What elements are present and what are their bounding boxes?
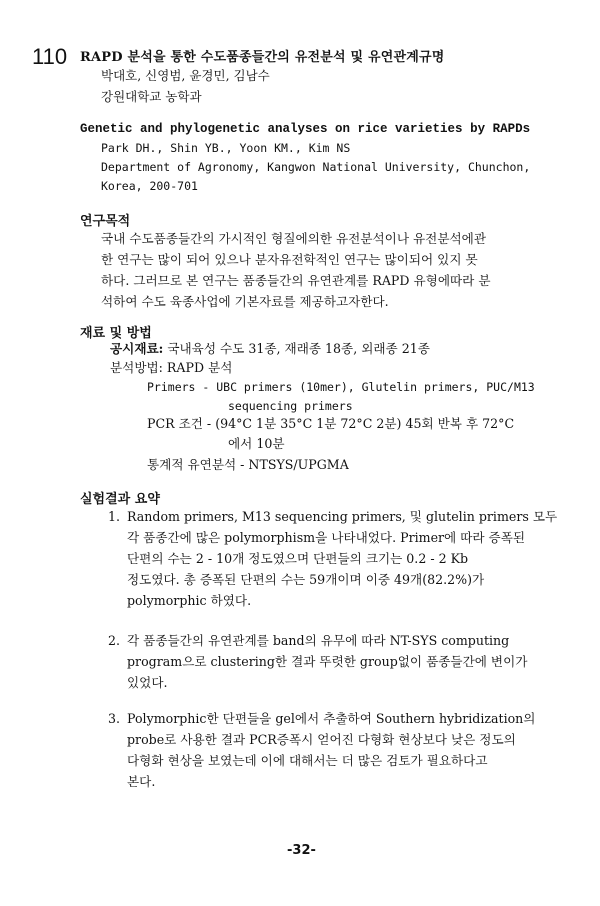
method-text: RAPD 분석 — [166, 360, 233, 375]
result-line: 정도였다. 총 증폭된 단편의 수는 59개이며 이중 49개(82.2%)가 — [127, 572, 485, 587]
result-line: Random primers, M13 sequencing primers, 및 glutelin primers 모두 — [127, 509, 558, 524]
purpose-line: 하다. 그러므로 본 연구는 품종들간의 유연관계를 RAPD 유형에따라 분 — [101, 273, 491, 288]
result-line: 있었다. — [127, 675, 168, 690]
result-line: program으로 clustering한 결과 뚜렷한 group없이 품종들간에 변이가 — [127, 654, 528, 669]
korean-title: RAPD 분석을 통한 수도품종들간의 유전분석 및 유연관계규명 — [80, 50, 445, 65]
purpose-line: 국내 수도품종들간의 가시적인 형질에의한 유전분석이나 유전분석에관 — [101, 231, 486, 246]
results-heading: 실험결과 요약 — [80, 492, 160, 507]
page-number: -32- — [287, 843, 316, 858]
korean-authors: 박대호, 신영범, 윤경민, 김남수 — [101, 68, 270, 83]
result-line: 각 품종간에 많은 polymorphism을 나타내었다. Primer에 따라 증폭된 — [127, 530, 526, 545]
english-title: Genetic and phylogenetic analyses on rice varieties by RAPDs — [80, 122, 531, 136]
materials-heading: 재료 및 방법 — [80, 326, 152, 341]
result-line: 다형화 현상을 보였는데 이에 대해서는 더 많은 검토가 필요하다고 — [127, 753, 488, 768]
result-item-number: 1. — [108, 509, 121, 524]
statistics-line: 통계적 유연분석 - NTSYS/UPGMA — [147, 457, 349, 472]
primers-line2: sequencing primers — [228, 399, 353, 413]
english-authors: Park DH., Shin YB., Yoon KM., Kim NS — [101, 141, 351, 155]
material-row — [110, 338, 430, 359]
purpose-line: 한 연구는 많이 되어 있으나 분자유전학적인 연구는 많이되어 있지 못 — [101, 252, 478, 267]
result-line: 각 품종들간의 유연관계를 band의 유무에 따라 NT-SYS computing — [127, 633, 510, 648]
abstract-number: 110 — [32, 44, 68, 69]
result-item-number: 2. — [108, 633, 121, 648]
pcr-conditions-line2: 에서 10분 — [228, 436, 285, 451]
result-line: 단편의 수는 2 - 10개 정도였으며 단편들의 크기는 0.2 - 2 Kb — [127, 551, 469, 566]
purpose-line: 석하여 수도 육종사업에 기본자료를 제공하고자한다. — [101, 294, 389, 309]
purpose-heading: 연구목적 — [80, 214, 131, 229]
result-line: probe로 사용한 결과 PCR증폭시 얻어진 다형화 현상보다 낮은 정도의 — [127, 732, 516, 747]
result-line: 본다. — [127, 774, 156, 789]
material-text: 국내육성 수도 31종, 재래종 18종, 외래종 21종 — [167, 341, 430, 356]
material-label: 공시재료: — [110, 341, 164, 356]
primers-line1: Primers - UBC primers (10mer), Glutelin primers, PUC/M13 — [147, 380, 535, 394]
result-line: Polymorphic한 단편들을 gel에서 추출하여 Southern hybridization의 — [127, 711, 536, 726]
english-affiliation-line2: Korea, 200-701 — [101, 179, 198, 193]
pcr-conditions-line1: PCR 조건 - (94°C 1분 35°C 1분 72°C 2분) 45회 반복 후 72°C — [147, 416, 515, 431]
english-affiliation-line1: Department of Agronomy, Kangwon National University, Chunchon, — [101, 160, 531, 174]
method-label: 분석방법: — [110, 360, 163, 375]
korean-affiliation: 강원대학교 농학과 — [101, 89, 202, 104]
result-line: polymorphic 하였다. — [127, 593, 252, 608]
result-item-number: 3. — [108, 711, 121, 726]
method-row — [110, 357, 232, 378]
